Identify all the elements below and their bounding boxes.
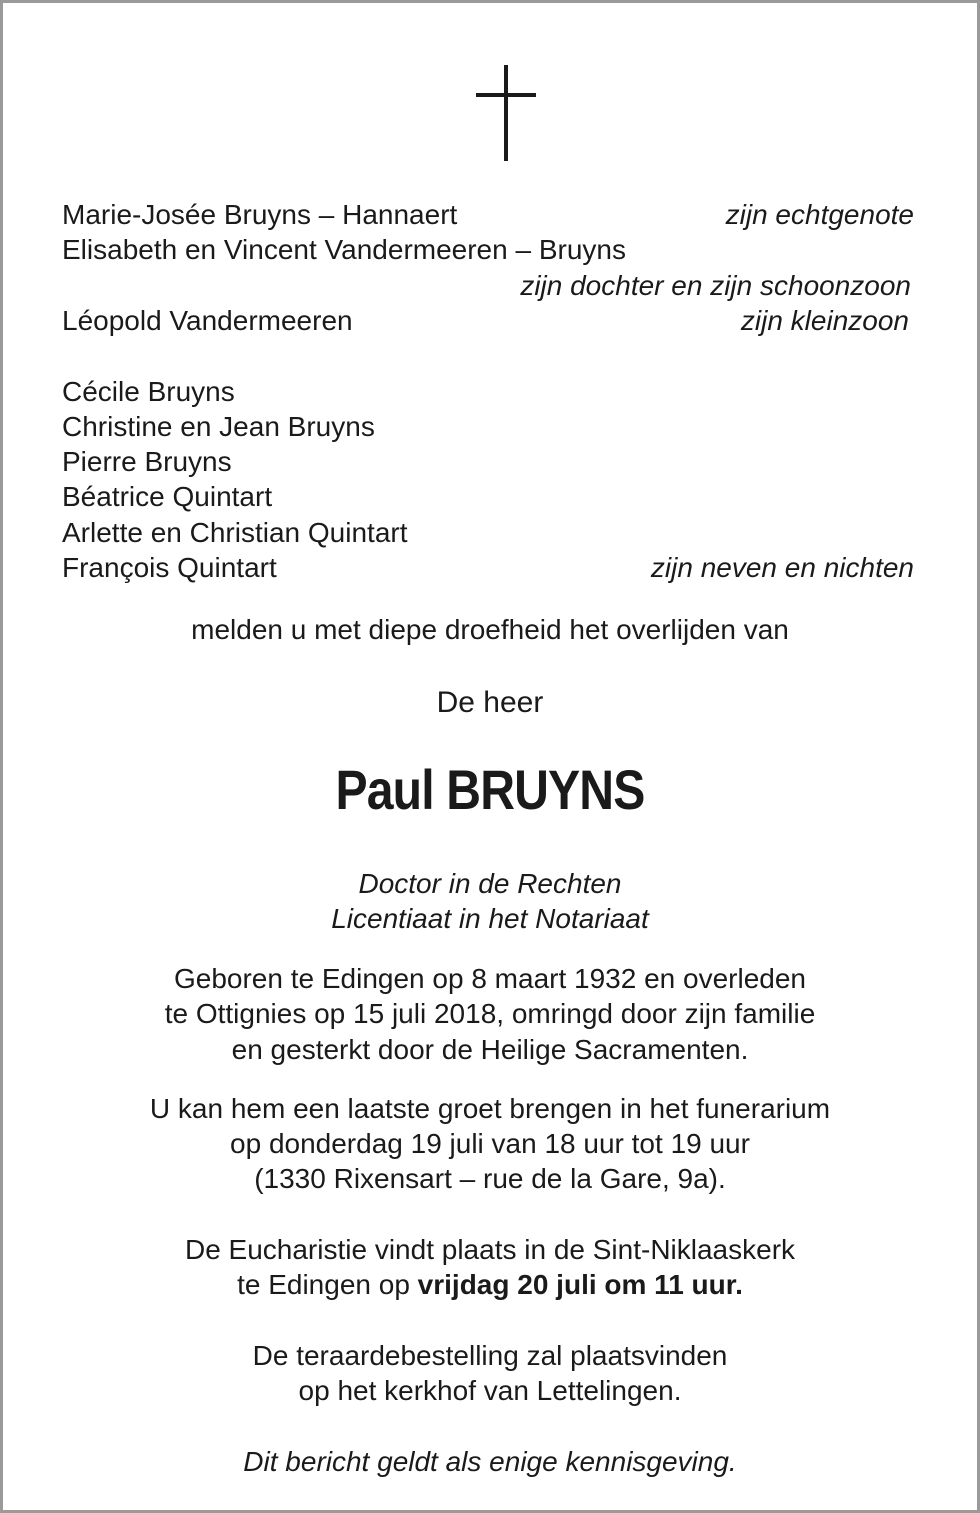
burial-line: De teraardebestelling zal plaatsvinden (252, 1340, 728, 1371)
family-row (62, 444, 914, 480)
family-name: Christine en Jean Bruyns (62, 411, 375, 442)
family-name: Elisabeth en Vincent Vandermeeren – Bruyns (62, 234, 626, 265)
burial-line: op het kerkhof van Lettelingen. (298, 1375, 682, 1406)
family-row (62, 197, 914, 233)
family-name: François Quintart (62, 552, 277, 583)
cross-icon (476, 65, 536, 161)
notice-text: Dit bericht geldt als enige kennisgeving. (243, 1446, 737, 1477)
family-row (62, 303, 909, 339)
family-relation: zijn neven en nichten (650, 552, 914, 583)
family-row (62, 479, 914, 515)
family-relation: zijn echtgenote (725, 199, 914, 230)
eucharist-line (3, 1267, 977, 1302)
eucharist-datetime: vrijdag 20 juli om 11 uur. (417, 1269, 743, 1300)
family-name: Marie-Josée Bruyns – Hannaert (62, 199, 458, 230)
birth-death-line: en gesterkt door de Heilige Sacramenten. (231, 1034, 749, 1065)
family-name: Pierre Bruyns (62, 446, 232, 477)
family-relation: zijn kleinzoon (740, 305, 909, 336)
announcement-text: melden u met diepe droefheid het overlijden van (191, 614, 789, 645)
family-name: Béatrice Quintart (62, 481, 273, 512)
title-line: Licentiaat in het Notariaat (331, 903, 649, 934)
birth-death-line: Geboren te Edingen op 8 maart 1932 en overleden (173, 963, 806, 994)
visitation-line: op donderdag 19 juli van 18 uur tot 19 uur (230, 1128, 750, 1159)
family-name: Cécile Bruyns (62, 376, 235, 407)
eucharist-line-prefix: te Edingen op (237, 1269, 418, 1300)
title-line: Doctor in de Rechten (358, 868, 622, 899)
family-row (62, 268, 911, 304)
family-row (62, 409, 914, 445)
family-name: Arlette en Christian Quintart (62, 517, 408, 548)
family-row (62, 550, 914, 586)
family-row (62, 232, 914, 268)
eucharist-line: De Eucharistie vindt plaats in de Sint-Niklaaskerk (184, 1234, 796, 1265)
visitation-line: U kan hem een laatste groet brengen in het funerarium (149, 1093, 831, 1124)
family-relation: zijn dochter en zijn schoonzoon (520, 270, 911, 301)
visitation-line: (1330 Rixensart – rue de la Gare, 9a). (254, 1163, 726, 1194)
family-row (62, 374, 914, 410)
deceased-name: Paul BRUYNS (335, 758, 645, 821)
family-name: Léopold Vandermeeren (62, 305, 353, 336)
birth-death-line: te Ottignies op 15 juli 2018, omringd door zijn familie (164, 998, 816, 1029)
family-row (62, 515, 914, 551)
honorific: De heer (436, 686, 544, 719)
